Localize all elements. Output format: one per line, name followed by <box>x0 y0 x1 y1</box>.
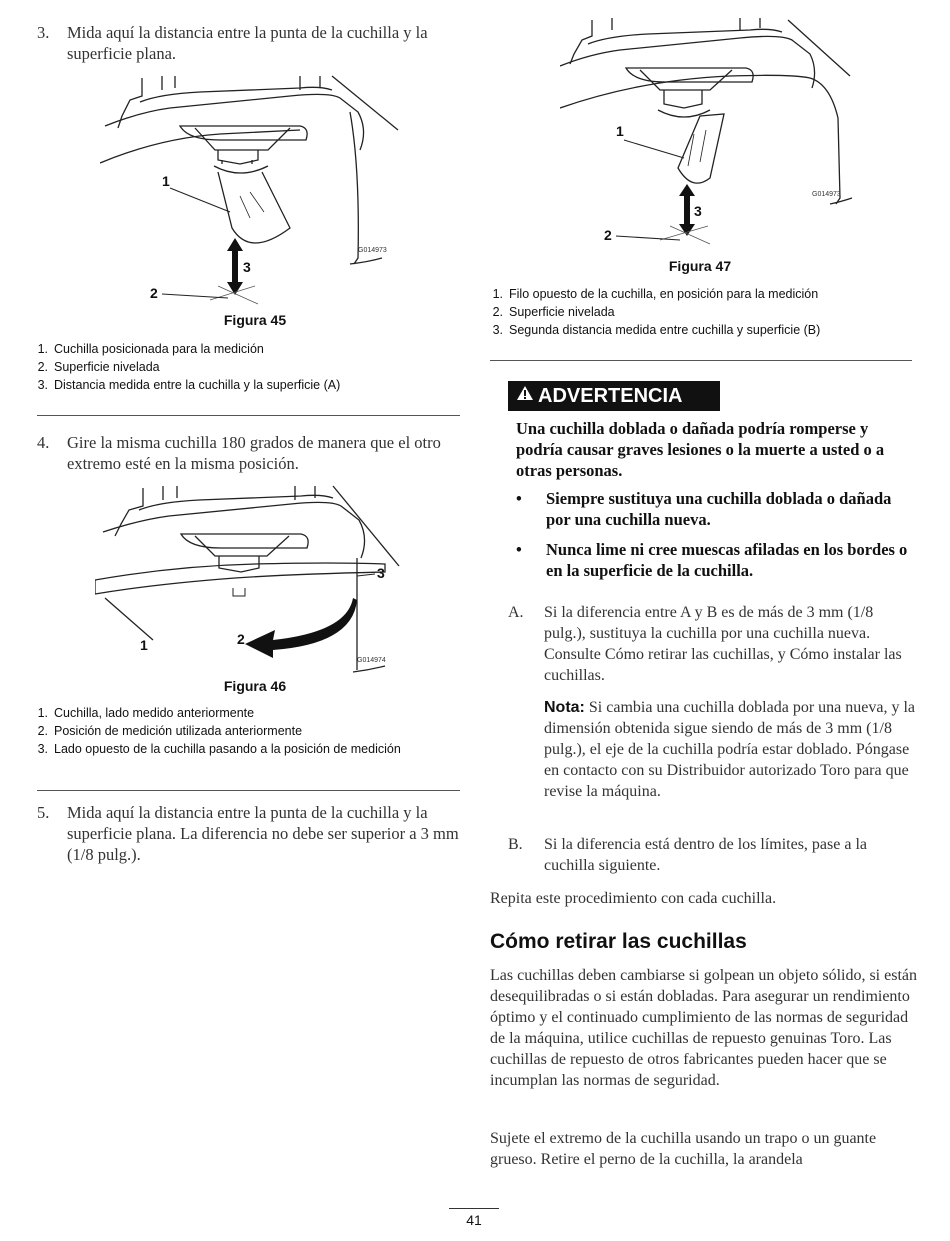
figure-caption: Figura 46 <box>223 678 287 694</box>
legend-item: 3. Distancia medida entre la cuchilla y la superficie (A) <box>37 378 341 392</box>
warning-text: Una cuchilla doblada o dañada podría romperse y podría causar graves lesiones o la muerte a usted o a otras personas. <box>516 419 885 480</box>
step-text: Gire la misma cuchilla 180 grados de manera que el otro extremo esté en la misma posición. <box>67 433 441 473</box>
divider <box>37 415 460 416</box>
divider <box>37 790 460 791</box>
figure-code: G014973 <box>812 191 841 198</box>
step-4 <box>37 432 462 474</box>
legend-item: 2. Posición de medición utilizada anteriormente <box>37 724 303 738</box>
legend-item: 3. Lado opuesto de la cuchilla pasando a la posición de medición <box>37 742 401 756</box>
item-letter: B. <box>508 836 523 853</box>
footer-rule <box>449 1208 499 1209</box>
callout-1: 1 <box>616 123 624 139</box>
warning-banner <box>508 381 720 411</box>
page-number: 41 <box>466 1212 482 1228</box>
figure-caption: Figura 47 <box>668 258 732 274</box>
legend-item: 1. Filo opuesto de la cuchilla, en posición para la medición <box>492 287 819 301</box>
divider <box>490 360 912 361</box>
callout-3: 3 <box>694 203 702 219</box>
callout-1: 1 <box>162 173 170 189</box>
figure-45 <box>100 68 400 330</box>
item-a <box>508 602 918 686</box>
legend-item: 3. Segunda distancia medida entre cuchilla y superficie (B) <box>492 323 821 337</box>
callout-2: 2 <box>150 285 158 301</box>
figure-46-illustration <box>95 480 415 698</box>
step-number: 3. <box>37 23 50 42</box>
warning-bullet: • Siempre sustituya una cuchilla doblada o dañada por una cuchilla nueva. <box>516 489 892 529</box>
section-heading: Cómo retirar las cuchillas <box>490 930 747 953</box>
warning-label: ADVERTENCIA <box>538 385 683 407</box>
figure-code: G014974 <box>357 657 386 664</box>
callout-2: 2 <box>237 631 245 647</box>
repeat-instruction: Repita este procedimiento con cada cuchilla. <box>490 890 777 907</box>
figure-47-legend <box>483 285 923 339</box>
warning-bullet: • Nunca lime ni cree muescas afiladas en los bordes o en la superficie de la cuchilla. <box>516 540 908 580</box>
legend-item: 1. Cuchilla, lado medido anteriormente <box>37 706 255 720</box>
callout-2: 2 <box>604 227 612 243</box>
callout-3: 3 <box>377 565 385 581</box>
legend-item: 2. Superficie nivelada <box>37 360 160 374</box>
note-text: Si cambia una cuchilla doblada por una nueva, y la dimensión obtenida sigue siendo de más de 3 mm (1/8 pulg.), el eje de la cuchilla podría estar doblado. Póngase en contacto con su Distribuidor autorizado Toro para que revise la máquina. <box>544 699 915 800</box>
step-text: Mida aquí la distancia entre la punta de la cuchilla y la superficie plana. La diferencia no debe ser superior a 3 mm (1/8 pulg.). <box>67 803 459 864</box>
body-paragraph: Sujete el extremo de la cuchilla usando un trapo o un guante grueso. Retire el perno de la cuchilla, la arandela <box>490 1130 877 1168</box>
step-5 <box>37 802 467 865</box>
warning-triangle-icon <box>516 380 534 410</box>
rotation-arrow-icon <box>245 598 357 658</box>
note-label: Nota: <box>544 699 585 716</box>
note <box>544 697 916 802</box>
step-text: Mida aquí la distancia entre la punta de la cuchilla y la superficie plana. <box>67 23 428 63</box>
step-3 <box>37 22 462 64</box>
step-number: 5. <box>37 803 50 822</box>
legend-item: 2. Superficie nivelada <box>492 305 615 319</box>
figure-45-legend <box>28 340 448 394</box>
item-letter: A. <box>508 604 524 621</box>
measure-arrow-icon <box>679 184 695 236</box>
figure-47 <box>560 18 870 280</box>
step-number: 4. <box>37 433 50 452</box>
figure-caption: Figura 45 <box>223 312 287 328</box>
figure-47-illustration <box>560 18 870 280</box>
measure-arrow-icon <box>227 238 243 295</box>
item-text: Si la diferencia entre A y B es de más de 3 mm (1/8 pulg.), sustituya la cuchilla por una cuchilla nueva. Consulte Cómo retirar las cuchillas, y Cómo instalar las cuchillas. <box>544 604 902 684</box>
callout-1: 1 <box>140 637 148 653</box>
item-b <box>508 834 918 876</box>
figure-46-legend <box>28 704 448 758</box>
figure-46 <box>95 480 415 698</box>
figure-code: G014973 <box>358 247 387 254</box>
callout-3: 3 <box>243 259 251 275</box>
body-paragraph: Las cuchillas deben cambiarse si golpean un objeto sólido, si están desequilibradas o si están dobladas. Para asegurar un rendimiento óptimo y el continuado cumplimiento de las normas de seguridad de la máquina, utilice cuchillas de repuesto genuinas Toro. Las cuchillas de repuesto de otros fabricantes pueden hacer que se incumplan las normas de seguridad. <box>490 967 917 1089</box>
item-text: Si la diferencia está dentro de los límites, pase a la cuchilla siguiente. <box>544 836 867 874</box>
figure-45-illustration <box>100 68 400 330</box>
legend-item: 1. Cuchilla posicionada para la medición <box>37 342 264 356</box>
